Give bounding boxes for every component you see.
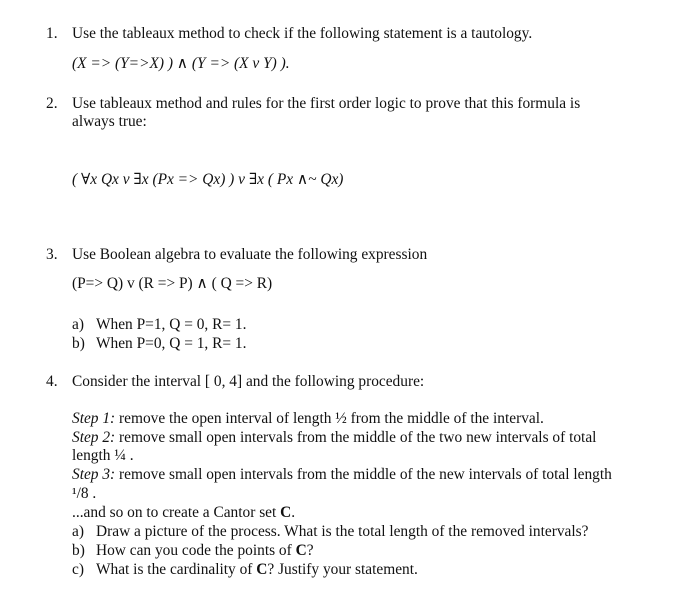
q4-c-text [96,561,418,579]
q4-text: Consider the interval [ 0, 4] and the following procedure: [72,373,425,390]
q4-step2-cont: length ¼ . [72,447,134,464]
q4-cantor-prefix: ...and so on to create a Cantor set [72,504,281,521]
q4-step2 [72,429,596,447]
q2-formula: ( ∀x Qx v ∃x (Px => Qx) ) v ∃x ( Px ∧~ Qx) [72,171,344,188]
q4-b-label: b) [72,542,85,559]
q1-formula: (X => (Y=>X) ) ∧ (Y => (X v Y) ). [72,55,290,72]
q1-number: 1. [46,25,58,42]
q4-c-text-suffix: ? Justify your statement. [267,561,418,578]
q4-step3-cont: ¹/8 . [72,485,97,502]
q4-step1-label: Step 1: [72,410,116,427]
q3-b-text: When P=0, Q = 1, R= 1. [96,335,247,352]
q2-number: 2. [46,95,58,112]
q4-c-label: c) [72,561,84,578]
q4-number: 4. [46,373,58,390]
q3-a-text: When P=1, Q = 0, R= 1. [96,316,247,333]
q4-step1-text: remove the open interval of length ½ from the middle of the interval. [115,410,544,427]
q4-cantor-suffix: . [291,504,296,521]
q3-expression: (P=> Q) v (R => P) ∧ ( Q => R) [72,275,273,292]
q4-step2-text: remove small open intervals from the middle of the two new intervals of total [115,429,597,446]
q3-a-label: a) [72,316,84,333]
q4-b-text [96,542,314,560]
q4-b-text-suffix: ? [306,542,314,559]
q4-step1 [72,410,544,428]
q4-c-text-prefix: What is the cardinality of [96,561,257,578]
q4-c-set-symbol: C [256,561,268,578]
q3-b-label: b) [72,335,85,352]
q4-cantor-line [72,504,295,522]
q3-number: 3. [46,246,58,263]
q2-text-line1: Use tableaux method and rules for the first order logic to prove that this formula is [72,95,581,112]
q4-b-set-symbol: C [295,542,307,559]
q1-text: Use the tableaux method to check if the following statement is a tautology. [72,25,533,42]
q4-a-text: Draw a picture of the process. What is the total length of the removed intervals? [96,523,589,540]
q4-b-text-prefix: How can you code the points of [96,542,296,559]
q4-a-label: a) [72,523,84,540]
q4-step3-text: remove small open intervals from the middle of the new intervals of total length [115,466,612,483]
q4-cantor-set-symbol: C [280,504,292,521]
q3-text: Use Boolean algebra to evaluate the following expression [72,246,428,263]
q2-text-line2: always true: [72,113,147,130]
q4-step2-label: Step 2: [72,429,116,446]
q4-step3 [72,466,612,484]
q4-step3-label: Step 3: [72,466,116,483]
